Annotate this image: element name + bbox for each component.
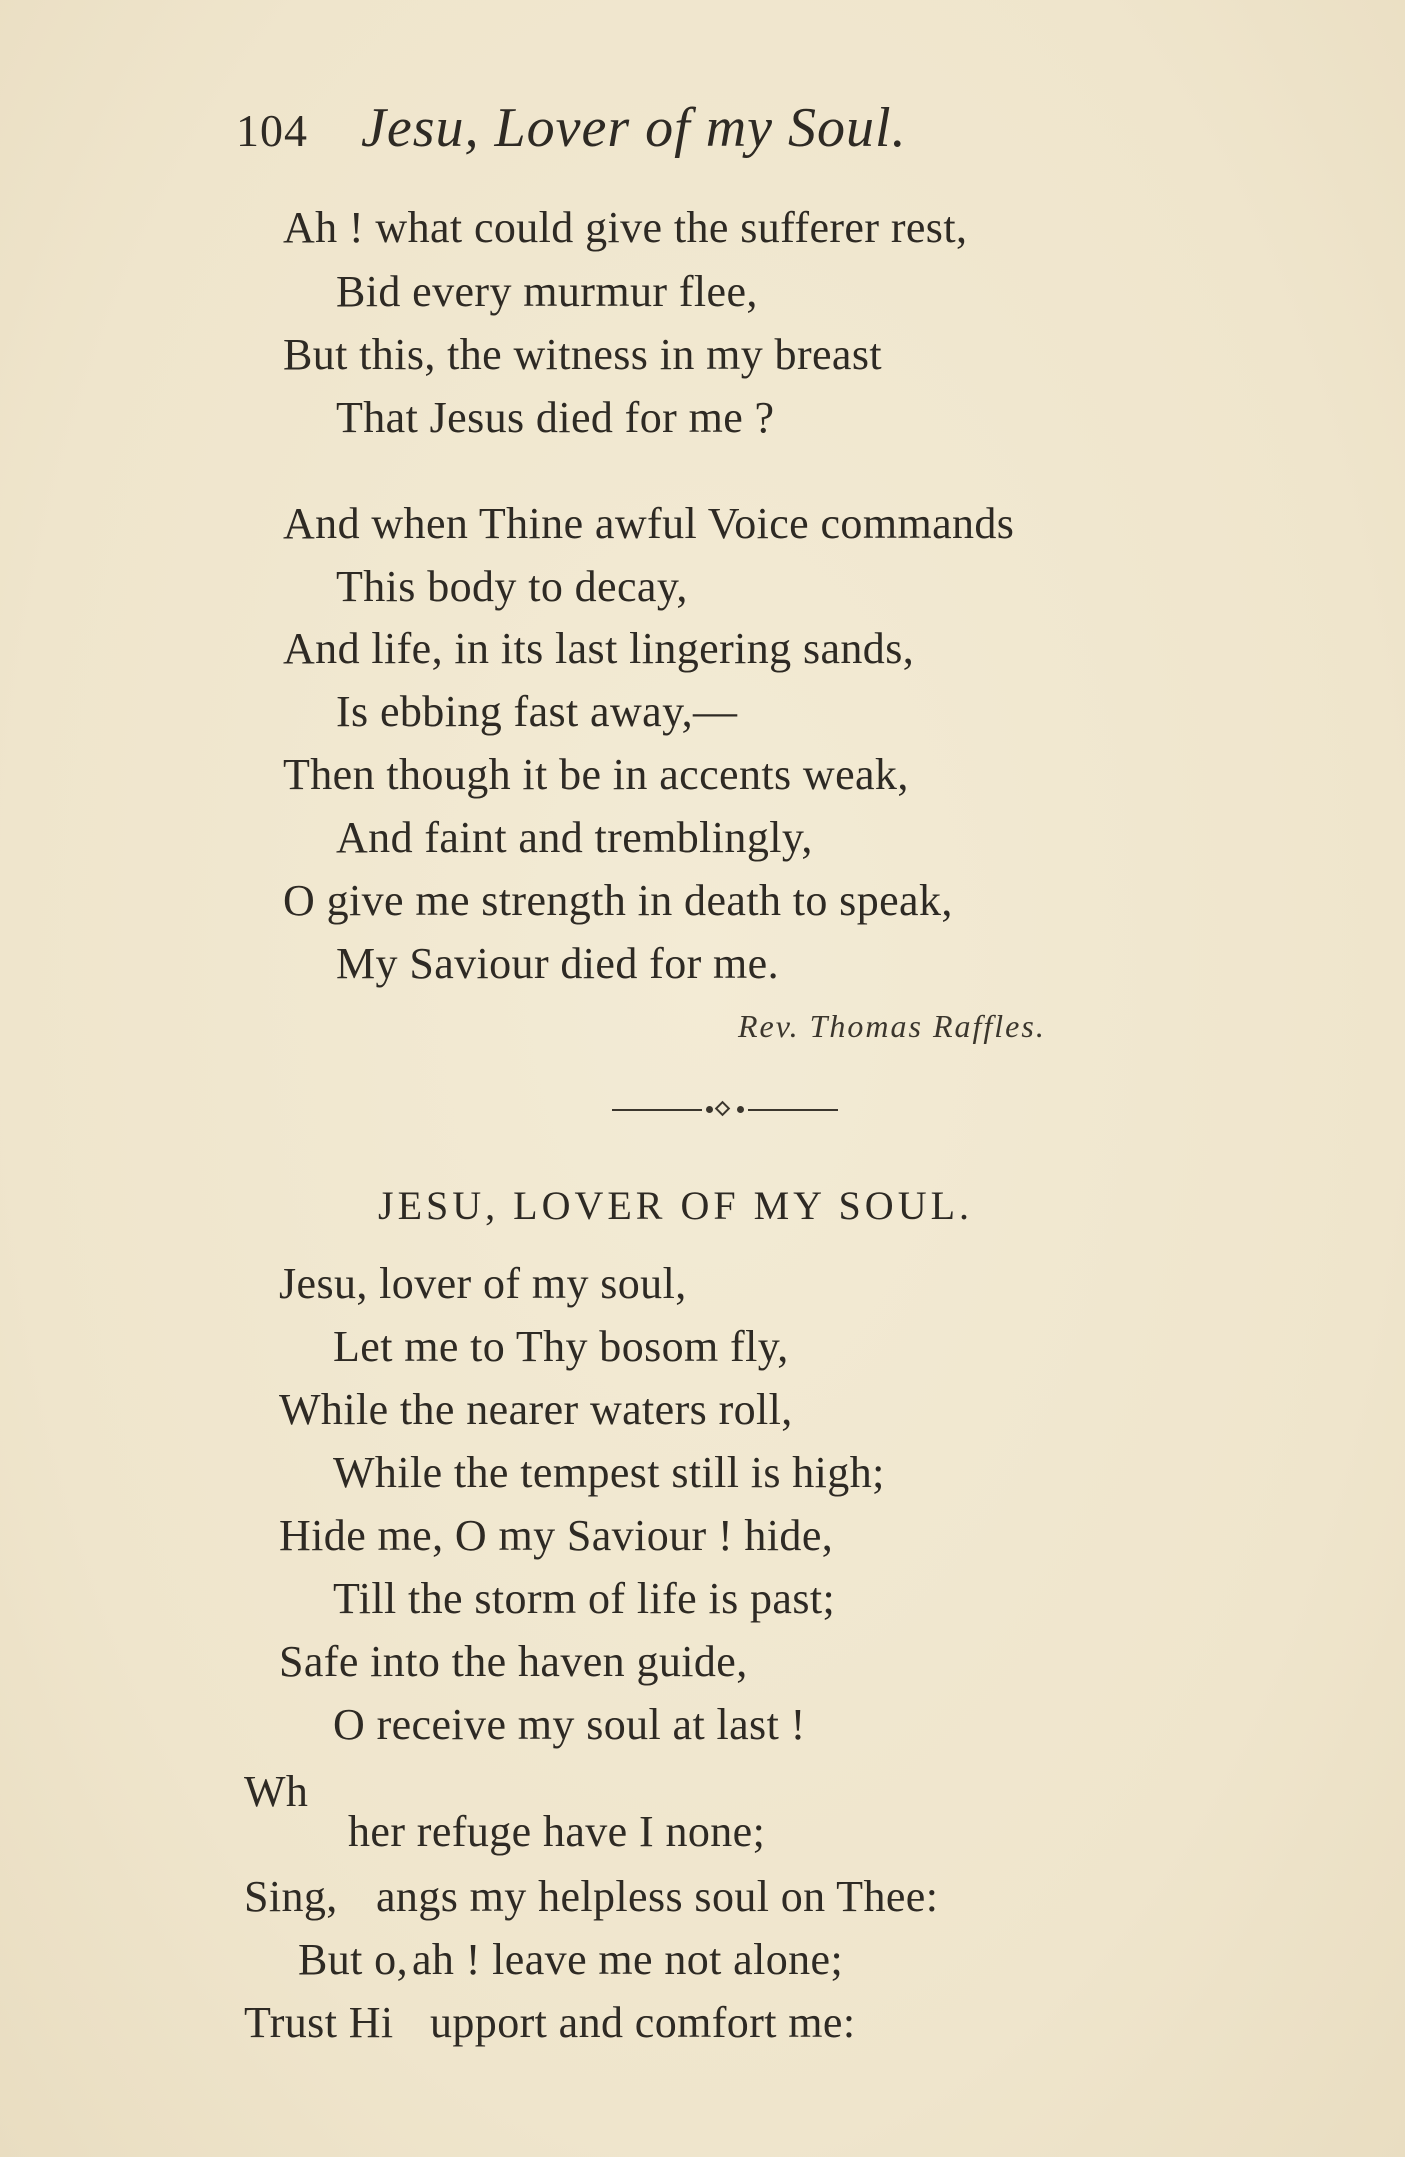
page-header [236, 96, 907, 160]
poem-line: Till the storm of life is past; [333, 1574, 836, 1623]
poem-line: And faint and tremblingly, [336, 813, 813, 862]
poem-line-fragment: Wh [244, 1767, 309, 1816]
poem-line: ah ! leave me not alone; [412, 1935, 844, 1984]
poem-line: While the nearer waters roll, [279, 1385, 793, 1434]
poem-line: upport and comfort me: [430, 1998, 856, 2047]
poem-line-fragment: Sing, [244, 1872, 338, 1921]
poem-line: Bid every murmur flee, [336, 267, 758, 316]
hymn-title: JESU, LOVER OF MY SOUL. [378, 1183, 974, 1228]
poem-line: Then though it be in accents weak, [283, 750, 909, 799]
divider-rule-left [612, 1109, 702, 1111]
poem-line: And life, in its last lingering sands, [283, 624, 915, 673]
poem-line-fragment: But o, [298, 1935, 408, 1984]
divider-dot-left [706, 1106, 713, 1113]
poem-line: My Saviour died for me. [336, 939, 780, 988]
poem-line: O receive my soul at last ! [333, 1700, 806, 1749]
poem-line-fragment: Trust Hi [244, 1998, 394, 2047]
poem-line: Hide me, O my Saviour ! hide, [279, 1511, 834, 1560]
poem-line: That Jesus died for me ? [336, 393, 775, 442]
poem-line: And when Thine awful Voice commands [283, 499, 1015, 548]
divider-diamond [715, 1101, 731, 1117]
divider-rule-right [748, 1109, 838, 1111]
poem-line: O give me strength in death to speak, [283, 876, 953, 925]
poem-line: Is ebbing fast away,— [336, 687, 738, 736]
poem-line: Ah ! what could give the sufferer rest, [283, 203, 968, 252]
divider-dot-right [737, 1106, 744, 1113]
section-divider-ornament [612, 1100, 838, 1120]
poem-line: her refuge have I none; [348, 1807, 766, 1856]
author-attribution: Rev. Thomas Raffles. [738, 1008, 1046, 1044]
poem-line: This body to decay, [336, 562, 688, 611]
poem-line: While the tempest still is high; [333, 1448, 885, 1497]
page-number: 104 [236, 105, 308, 156]
poem-line: Jesu, lover of my soul, [279, 1259, 687, 1308]
poem-line: Safe into the haven guide, [279, 1637, 748, 1686]
poem-line: But this, the witness in my breast [283, 330, 883, 379]
running-title: Jesu, Lover of my Soul. [361, 97, 907, 159]
poem-line: angs my helpless soul on Thee: [376, 1872, 939, 1921]
poem-line: Let me to Thy bosom fly, [333, 1322, 789, 1371]
